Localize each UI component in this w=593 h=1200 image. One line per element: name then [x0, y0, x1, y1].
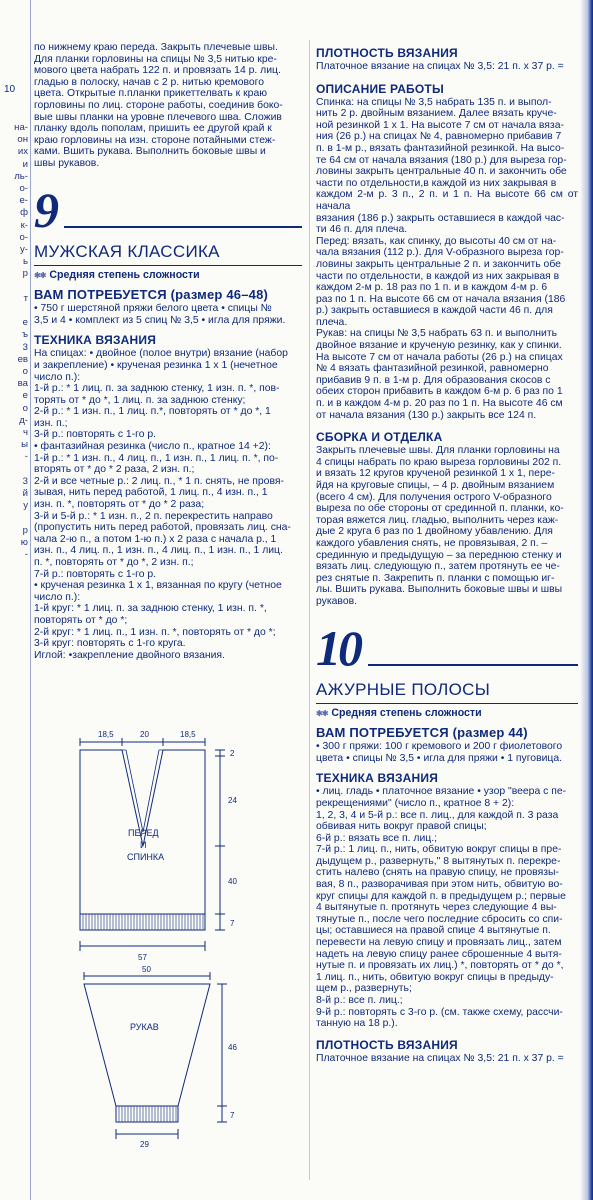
edge-text-fragment: - [24, 549, 28, 560]
technique-line: обвивая нить вокруг правой спицы; [316, 821, 487, 833]
edge-text-fragment: - [24, 451, 28, 463]
front-back-schematic [60, 728, 260, 963]
dim-2: 2 [230, 749, 235, 758]
technique-line: вая, 8 п., разворачивая при этом нить, обвитую во- [316, 879, 563, 891]
number-rule [368, 664, 578, 666]
intro-line: мового цвета набрать 122 п. и провязать 14 р. лиц. [34, 65, 281, 77]
edge-text-fragment: ь [23, 256, 28, 268]
technique-line: изн. п.; [34, 417, 68, 429]
technique-heading: ТЕХНИКА ВЯЗАНИЯ [34, 333, 157, 348]
technique-line: торять от * до *, 1 лиц. п. за заднюю стенку; [34, 394, 246, 406]
requirements-line: цвета • спицы № 3,5 • игла для пряжи • 1 пуговица. [316, 752, 563, 764]
technique-line: тянутые п., после чего последние сбросить со спи- [316, 913, 563, 925]
difficulty-label: ✱✱ Средняя степень сложности [316, 706, 482, 719]
left-column [34, 42, 302, 661]
assembly-line: вязать лиц. следующую п., затем протянуть ее че- [316, 561, 560, 573]
description-line: чала вязания (112 р.). Для V-образного выреза гор- [316, 247, 564, 259]
difficulty-stars-icon: ✱✱ [34, 270, 46, 280]
density-heading: ПЛОТНОСТЬ ВЯЗАНИЯ [316, 46, 458, 60]
intro-text [34, 42, 302, 170]
technique-text [34, 348, 302, 661]
density-line-2: Платочное вязание на спицах № 3,5: 21 п. х 37 р. = [316, 1052, 564, 1064]
intro-line: планку вдоль пополам, пришить ее другой край к [34, 123, 272, 135]
right-column [316, 42, 578, 1064]
technique-line: рекрещениями" (число п., кратное 8 + 2): [316, 797, 515, 809]
description-line: ловины закрыть центральные 40 п. и закончить обе [316, 166, 567, 178]
description-line: ловины закрыть центральные 2 п. и закончить обе [316, 258, 561, 270]
edge-text-fragment: о [22, 366, 28, 377]
technique-line: 3-й р.: повторять с 1-го р. [34, 429, 157, 441]
intro-line: ками. Вшить рукава. Выполнить боковые швы и [34, 146, 266, 158]
requirements-line: • 750 г шерстяной пряжи белого цвета • спицы № [34, 303, 272, 315]
difficulty-label: ✱✱ Средняя степень сложности [34, 268, 200, 281]
description-line: прибавив 9 п. в 1-м р. Для образования скосов с [316, 374, 551, 386]
description-line: части по отдельности, в каждой из них закрывая в [316, 270, 560, 282]
intro-line: горловины по лиц. стороне работы, соединив боко- [34, 99, 283, 111]
dim-top-mid: 20 [140, 730, 149, 739]
edge-text-fragment: ф [20, 207, 28, 219]
edge-text-fragment: о- [19, 231, 28, 243]
edge-text-fragment: он [17, 134, 28, 146]
technique-line: число п.): [34, 591, 81, 603]
intro-line: гладью в полоску, начав с 2 р. нитью кремового [34, 76, 265, 88]
technique-line: изн. п. *, повторять от * до * 2 раза; [34, 499, 205, 511]
sleeve-dim-bottom: 29 [140, 1140, 149, 1149]
edge-text-fragment: р [22, 268, 28, 280]
title-rule [34, 265, 302, 266]
technique-line: (пропустить нить перед работой, провязать лиц. сна- [34, 522, 291, 534]
intro-line: швы рукавов. [34, 157, 100, 169]
description-line: вязания (186 р.) закрыть оставшиеся в каждой час- [316, 212, 565, 224]
description-line: ной резинкой 1 х 1. На высоте 7 см от начала вяза- [316, 119, 564, 131]
technique-line: 2-й и все четные р.: 2 лиц. п., * 1 п. снять, не провя- [34, 475, 284, 487]
assembly-line: срединную и предыдущую – за переднюю стенку и [316, 549, 562, 561]
piece-label-sleeve: РУКАВ [130, 1022, 159, 1032]
edge-text-fragment: ль- [14, 170, 28, 182]
technique-line: • крученая резинка 1 х 1, вязанная по кругу (четное [34, 580, 282, 592]
technique-line: цы; оставшиеся на правой спице 4 вытянутые п. [316, 925, 551, 937]
pattern-9-number-row [34, 181, 302, 238]
technique-text [316, 786, 578, 1029]
edge-text-fragment: ва [17, 378, 28, 390]
technique-line: и закрепление) • крученая резинка 1 х 1 (нечетное [34, 359, 278, 371]
description-line: обеих сторон прибавить в каждом 6-м р. 6 раз по 1 [316, 386, 563, 398]
edge-text-fragment: 3 [22, 475, 28, 487]
edge-text-fragment: ю [20, 536, 28, 548]
description-line: те 64 см от начала вязания (180 р.) для выреза гор- [316, 154, 567, 166]
technique-line: 6-й р.: вязать все п. лиц.; [316, 832, 438, 844]
technique-line: 1 лиц. п., нить, обвитую вокруг спицы в предыду- [316, 971, 554, 983]
pattern-title: МУЖСКАЯ КЛАССИКА [34, 241, 220, 261]
assembly-line: Закрыть плечевые швы. Для планки горловины на [316, 445, 560, 457]
technique-line: 1-й р.: * 1 изн. п., 4 лиц. п., 1 изн. п., 1 лиц. п. *, по- [34, 452, 279, 464]
edge-text-fragment: у [23, 500, 28, 512]
description-line: р.) закрыть оставшиеся в каждой части 46 п. для [316, 305, 553, 317]
edge-text-fragment: ы [21, 439, 28, 451]
technique-line: число п.): [34, 371, 81, 383]
description-line: нить 2 р. двойным вязанием. Далее вязать круче- [316, 108, 557, 120]
requirements-line: • 300 г пряжи: 100 г кремового и 200 г фиолетового [316, 741, 563, 753]
technique-line: стить налево (снять на правую спицу, не провязы- [316, 867, 559, 879]
piece-label-and: И [140, 840, 147, 850]
description-text [316, 97, 578, 422]
technique-line: нутые п. и провязать их лиц.) *, повторять от * до *, [316, 960, 564, 972]
edge-text-fragment: и [22, 158, 28, 170]
previous-page-edge [0, 0, 31, 1200]
technique-line: 1-й круг: * 1 лиц. п. за заднюю стенку, 1 изн. п. *, [34, 603, 267, 615]
assembly-line: и вязать 12 кругов крученой резинкой 1 х 1, пере- [316, 468, 555, 480]
assembly-line: рез снятые п. Закрепить п. планки с помощью иг- [316, 572, 555, 584]
technique-line: п. *, повторять от * до *, 2 изн. п.; [34, 557, 194, 568]
dim-40: 40 [228, 877, 237, 886]
technique-line: • лиц. гладь • платочное вязание • узор "веера с пе- [316, 786, 567, 798]
description-line: № 4 вязать фантазийной резинкой, равномерно [316, 363, 549, 375]
edge-text-fragment: их [17, 146, 28, 158]
description-line: каждом 2-м р. 3 п., 2 п. и 1 п. На высоте 66 см от начала [316, 189, 578, 212]
dim-bottom-width: 57 [138, 953, 147, 962]
technique-line: перевести на левую спицу и провязать лиц., затем [316, 937, 562, 949]
description-heading: ОПИСАНИЕ РАБОТЫ [316, 81, 444, 96]
edge-text-fragment: д- [19, 414, 28, 426]
description-line: двойное вязание и крученую резинку, как у спинки. [316, 340, 562, 352]
sleeve-schematic [70, 964, 250, 1149]
description-line: каждом 2-м р. 18 раз по 1 п. и в каждом 4-м р. 6 [316, 282, 548, 294]
description-line: Рукав: на спицы № 3,5 набрать 63 п. и выполнить [316, 328, 558, 340]
description-line: Перед: вязать, как спинку, до высоты 40 см от на- [316, 235, 557, 247]
piece-label-front: ПЕРЕД [128, 828, 159, 838]
description-line: На высоте 7 см от начала работы (26 р.) на спицах [316, 351, 563, 363]
ribbing-hatch [83, 914, 203, 930]
intro-line: Для планки горловины на спицы № 3,5 нитью кре- [34, 53, 277, 65]
piece-label-back: СПИНКА [127, 852, 165, 862]
column-divider [309, 40, 310, 1180]
technique-line: зывая, нить перед работой, 1 лиц. п., 4 изн. п., 1 [34, 487, 268, 499]
technique-line: вторять от * до * 2 раза, 2 изн. п.; [34, 464, 195, 476]
technique-line: 8-й р.: все п. лиц.; [316, 995, 403, 1006]
assembly-line: выреза по обе стороны от срединной п. планки, ко- [316, 503, 564, 515]
edge-text-fragment: ъ [22, 329, 28, 341]
technique-line: чала 2-ю п., а потом 1-ю п.) х 2 раза с начала р., 1 [34, 533, 277, 545]
assembly-heading: СБОРКА И ОТДЕЛКА [316, 430, 443, 445]
number-rule [64, 226, 302, 228]
technique-line: 7-й р.: 1 лиц. п., нить, обвитую вокруг спицы в пре- [316, 844, 562, 856]
sleeve-ribbing-hatch [119, 1106, 176, 1122]
sleeve-dim-7: 7 [230, 1111, 235, 1120]
edge-text-fragment: на- [14, 122, 28, 133]
dim-top-left: 18,5 [98, 730, 114, 739]
difficulty-stars-icon: ✱✱ [316, 708, 328, 718]
technique-line: 4 вытянутые п. протянуть через следующие 4 вы- [316, 902, 557, 914]
description-line: Спинка: на спицы № 3,5 набрать 135 п. и выпол- [316, 96, 552, 108]
description-line: п. в 1-м р., вязать фантазийной резинкой. На высо- [316, 142, 565, 154]
edge-text-fragment: у- [20, 244, 28, 255]
assembly-line: йдя на круговые спицы, – 4 р. двойным вязанием [316, 480, 555, 491]
assembly-line: дые 2 круга 6 раз по 1 двойному убавлению. Для [316, 526, 553, 538]
edge-text-fragment: е- [19, 195, 28, 207]
density-heading-2: ПЛОТНОСТЬ ВЯЗАНИЯ [316, 1037, 458, 1052]
edge-text-fragment: е [22, 317, 28, 329]
technique-line: 1, 2, 3, 4 и 5-й р.: все п. лиц., для каждой п. 3 раза [316, 809, 559, 821]
edge-text-fragment: о- [19, 183, 28, 194]
edge-page-number: 10 [4, 84, 16, 95]
assembly-line: 4 спицы набрать по краю выреза горловины 202 п. [316, 456, 562, 468]
assembly-line: рукавов. [316, 595, 357, 607]
description-line: части по отдельности,в каждой из них закрывая в [316, 177, 557, 189]
technique-line: танную на 18 р.). [316, 1018, 398, 1030]
description-line: плеча. [316, 316, 348, 328]
edge-text-fragment: к- [20, 219, 28, 231]
technique-line: 2-й р.: * 1 изн. п., 1 лиц. п.*, повторять от * до *, 1 [34, 406, 271, 418]
pattern-title: АЖУРНЫЕ ПОЛОСЫ [316, 679, 491, 699]
technique-line: 3-й круг: повторять с 1-го круга. [34, 638, 186, 650]
edge-text-fragment: ев [17, 353, 28, 365]
intro-line: цвета. Открытые п.планки прикеттелвать к краю [34, 88, 268, 100]
edge-text-fragment: е [22, 390, 28, 402]
technique-line: 9-й р.: повторять с 3-го р. (см. также схему, рассчи- [316, 1006, 563, 1018]
technique-heading: ТЕХНИКА ВЯЗАНИЯ [316, 771, 439, 786]
assembly-line: каждого убавления снять, не провязывая, 2 п. – [316, 537, 548, 549]
dim-7: 7 [230, 919, 235, 928]
title-rule [316, 703, 578, 704]
requirements-heading: ВАМ ПОТРЕБУЕТСЯ (размер 44) [316, 725, 528, 741]
description-line: раз по 1 п. На высоте 66 см от начала вязания (186 [316, 293, 566, 305]
edge-text-fragment: 3 [22, 341, 28, 353]
technique-line: повторять от * до *; [34, 614, 128, 626]
intro-line: краю горловины на изн. стороне потайными стеж- [34, 134, 276, 146]
technique-line: дыдущем р., развернуть," 8 вытянутых п. перекре- [316, 855, 561, 867]
edge-text-fragment: ч [23, 427, 28, 438]
sleeve-dim-46: 46 [228, 1043, 237, 1052]
edge-text-fragment: й [22, 488, 28, 499]
technique-line: На спицах: • двойное (полое внутри) вязание (набор [34, 348, 288, 360]
requirements-line: 3,5 и 4 • комплект из 5 спиц № 3,5 • игла для пряжи. [34, 314, 286, 326]
description-line: ти 46 п. для плеча. [316, 224, 408, 236]
technique-line: 7-й р.: повторять с 1-го р. [34, 568, 157, 580]
density-line: Платочное вязание на спицах № 3,5: 21 п. х 37 р. = [316, 61, 564, 72]
pattern-number: 10 [316, 619, 360, 676]
sleeve-dim-top: 50 [142, 965, 151, 974]
intro-line: вые швы планки на уровне плечевого шва. Сложив [34, 111, 282, 123]
intro-line: по нижнему краю переда. Закрыть плечевые швы. [34, 42, 278, 53]
technique-line: • фантазийная резинка (число п., кратное 14 +2): [34, 441, 271, 453]
dim-24: 24 [228, 796, 237, 805]
technique-line: надеть на левую спицу ранее сброшенные 4 вытя- [316, 948, 562, 960]
description-line: п. и в каждом 4-м р. 20 раз по 1 п. На высоте 46 см [316, 398, 563, 410]
requirements-heading: ВАМ ПОТРЕБУЕТСЯ (размер 46–48) [34, 287, 269, 303]
edge-text-fragment: о [22, 402, 28, 414]
pattern-number: 9 [34, 181, 56, 238]
edge-text-fragment: р [22, 524, 28, 536]
edge-text-fragment: т [23, 292, 28, 304]
technique-line: 3-й и 5-й р.: * 1 изн. п., 2 п. перекрестить направо [34, 510, 273, 522]
technique-line: 1-й р.: * 1 лиц. п. за заднюю стенку, 1 изн. п. *, пов- [34, 383, 280, 395]
page-binding-strip [581, 0, 593, 1200]
dim-top-right: 18,5 [180, 730, 196, 739]
assembly-line: торая вяжется лиц. гладью, выполнить через каж- [316, 514, 559, 526]
assembly-line: лы. Вшить рукава. Выполнить боковые швы и швы [316, 584, 563, 596]
technique-line: 2-й круг: * 1 лиц. п., 1 изн. п. *, повторять от * до *; [34, 626, 276, 638]
technique-line: изн. п., 4 лиц. п., 1 изн. п., 4 лиц. п., 1 изн. п., 1 лиц. [34, 545, 283, 557]
technique-line: круг спицы для каждой п. в предыдущем р.; первые [316, 890, 566, 902]
description-line: от начала вязания (130 р.) закрыть все 124 п. [316, 409, 537, 421]
technique-line: Иглой: •закрепление двойного вязания. [34, 649, 225, 661]
assembly-text [316, 445, 578, 607]
description-line: ния (26 р.) на спицах № 4, равномерно прибавив 7 [316, 131, 562, 143]
assembly-line: (всего 4 см). Для получения острого V-образного [316, 491, 552, 503]
technique-line: щем р., развернуть; [316, 983, 412, 995]
pattern-10-number-row [316, 619, 578, 676]
